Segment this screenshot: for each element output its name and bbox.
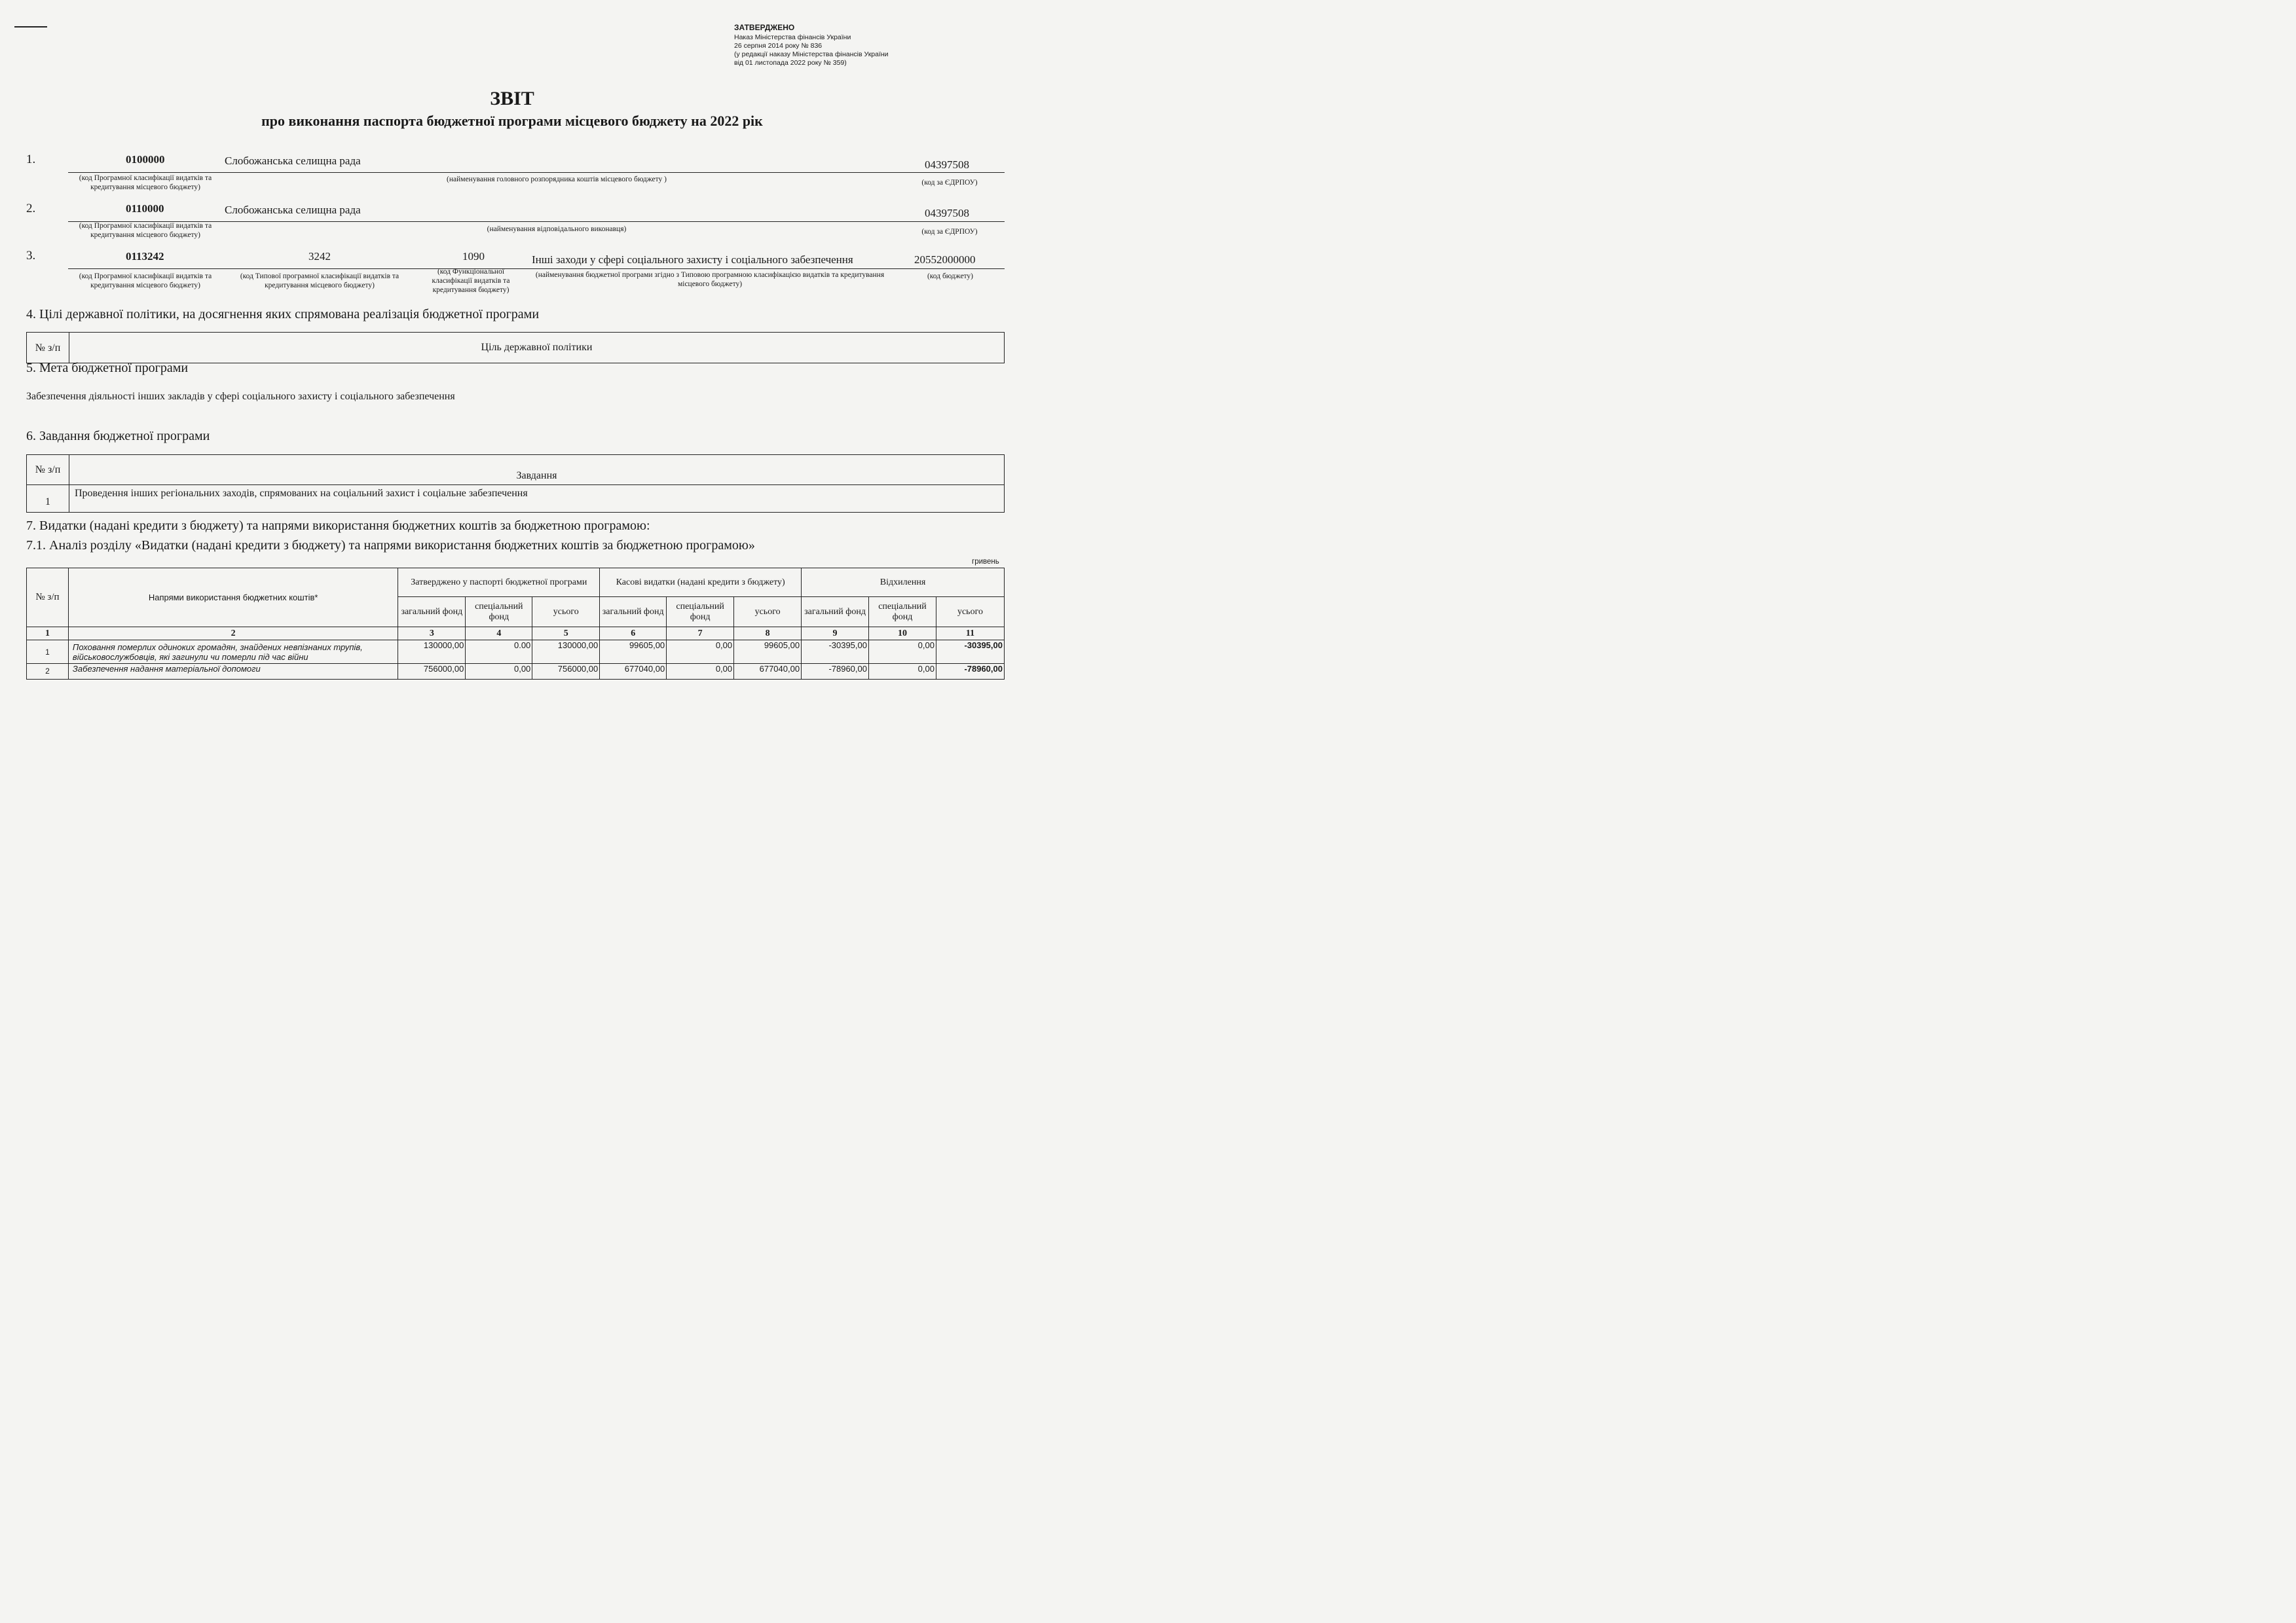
cash-general: 677040,00 bbox=[600, 664, 667, 680]
direction-cell: Забезпечення надання матеріальної допомоги bbox=[68, 664, 398, 680]
cash-special: 0,00 bbox=[667, 640, 734, 664]
row2-edrpou: 04397508 bbox=[925, 207, 969, 219]
row2-name: Слобожанська селищна рада bbox=[225, 204, 361, 216]
row2-code: 0110000 bbox=[126, 202, 164, 215]
row1-number: 1. bbox=[26, 153, 36, 166]
row1-code-caption: (код Програмної класифікації видатків та кредитування місцевого бюджету) bbox=[79, 174, 212, 191]
deviation-total: -78960,00 bbox=[936, 664, 1004, 680]
column-number: 6 bbox=[600, 627, 667, 640]
approved-special: 0.00 bbox=[466, 640, 532, 664]
approval-line: (у редакції наказу Міністерства фінансів України bbox=[734, 50, 889, 58]
deviation-general: -78960,00 bbox=[802, 664, 869, 680]
row1-underline bbox=[68, 172, 1005, 173]
row-number: 1 bbox=[27, 640, 69, 664]
sub-special-header: спеціальний фонд bbox=[869, 597, 936, 627]
sub-general-header: загальний фонд bbox=[802, 597, 869, 627]
tasks-table bbox=[26, 454, 1005, 513]
row1-code: 0100000 bbox=[126, 153, 165, 166]
program-goal-text: Забезпечення діяльності інших закладів у сфері соціального захисту і соціального забезпечення bbox=[26, 391, 455, 402]
section71-heading: 7.1. Аналіз розділу «Видатки (надані кредити з бюджету) та напрями використання бюджетних коштів за бюджетною програмою» bbox=[26, 538, 755, 553]
row1-name-caption: (найменування головного розпорядника коштів місцевого бюджету ) bbox=[447, 175, 667, 183]
row3-func-code: 1090 bbox=[462, 250, 485, 263]
column-number: 10 bbox=[869, 627, 936, 640]
row3-underline bbox=[68, 268, 1005, 269]
sub-total-header: усього bbox=[936, 597, 1004, 627]
section5-heading: 5. Мета бюджетної програми bbox=[26, 361, 189, 375]
section4-heading: 4. Цілі державної політики, на досягнення яких спрямована реалізація бюджетної програми bbox=[26, 307, 540, 321]
group-cash-header: Касові видатки (надані кредити з бюджету) bbox=[600, 568, 802, 597]
row-number: 2 bbox=[27, 664, 69, 680]
row1-edrpou: 04397508 bbox=[925, 158, 969, 171]
direction-cell: Поховання померлих одиноких громадян, знайдених невпізнаних трупів, військовослужбовців, які загинули чи померли під час війни bbox=[68, 640, 398, 664]
col-task-header: Завдання bbox=[69, 455, 1005, 485]
approved-total: 756000,00 bbox=[532, 664, 600, 680]
task-text: Проведення інших регіональних заходів, спрямованих на соціальний захист і соціальне забезпечення bbox=[69, 485, 1005, 513]
sub-total-header: усього bbox=[734, 597, 802, 627]
column-number: 3 bbox=[398, 627, 466, 640]
row1-edrpou-caption: (код за ЄДРПОУ) bbox=[921, 179, 978, 187]
deviation-special: 0,00 bbox=[869, 664, 936, 680]
approval-line: Наказ Міністерства фінансів України bbox=[734, 33, 851, 41]
col-no-header: № з/п bbox=[27, 568, 69, 627]
row3-number: 3. bbox=[26, 249, 36, 263]
col-direction-header: Напрями використання бюджетних коштів* bbox=[68, 568, 398, 627]
scan-mark bbox=[14, 26, 47, 27]
approved-general: 756000,00 bbox=[398, 664, 466, 680]
col-goal-header: Ціль державної політики bbox=[69, 333, 1005, 363]
approval-line: від 01 листопада 2022 року № 359) bbox=[734, 59, 847, 67]
row2-number: 2. bbox=[26, 202, 36, 215]
deviation-special: 0,00 bbox=[869, 640, 936, 664]
cash-general: 99605,00 bbox=[600, 640, 667, 664]
column-number-row bbox=[27, 627, 1005, 640]
deviation-total: -30395,00 bbox=[936, 640, 1004, 664]
row1-name: Слобожанська селищна рада bbox=[225, 155, 361, 167]
table-row bbox=[27, 640, 1005, 664]
column-number: 1 bbox=[27, 627, 69, 640]
document-subtitle: про виконання паспорта бюджетної програми місцевого бюджету на 2022 рік bbox=[261, 113, 763, 129]
row3-func-caption: (код Функціональної класифікації видатків та кредитування бюджету) bbox=[432, 268, 510, 294]
section6-heading: 6. Завдання бюджетної програми bbox=[26, 429, 210, 443]
column-number: 8 bbox=[734, 627, 802, 640]
document-title: ЗВІТ bbox=[490, 88, 534, 109]
approved-general: 130000,00 bbox=[398, 640, 466, 664]
currency-unit: гривень bbox=[972, 558, 999, 566]
column-number: 9 bbox=[802, 627, 869, 640]
row3-typical-caption: (код Типової програмної класифікації видатків та кредитування місцевого бюджету) bbox=[240, 272, 399, 289]
row3-program-name: Інші заходи у сфері соціального захисту і соціального забезпечення bbox=[532, 253, 853, 266]
cash-special: 0,00 bbox=[667, 664, 734, 680]
column-number: 4 bbox=[466, 627, 532, 640]
row2-name-caption: (найменування відповідального виконавця) bbox=[487, 225, 627, 233]
table-row bbox=[27, 485, 1005, 513]
approval-heading: ЗАТВЕРДЖЕНО bbox=[734, 23, 795, 32]
row3-budget-caption: (код бюджету) bbox=[927, 272, 974, 280]
sub-special-header: спеціальний фонд bbox=[466, 597, 532, 627]
section7-heading: 7. Видатки (надані кредити з бюджету) та напрями використання бюджетних коштів за бюджетною програмою: bbox=[26, 519, 650, 533]
row3-name-caption: (найменування бюджетної програми згідно з Типовою програмною класифікацією видатків та кредитування місцевого бюджету) bbox=[535, 271, 885, 288]
approval-stamp bbox=[734, 24, 889, 67]
policy-goals-table bbox=[26, 332, 1005, 363]
sub-special-header: спеціальний фонд bbox=[667, 597, 734, 627]
group-approved-header: Затверджено у паспорті бюджетної програми bbox=[398, 568, 600, 597]
column-number: 7 bbox=[667, 627, 734, 640]
table-row bbox=[27, 664, 1005, 680]
task-number: 1 bbox=[27, 485, 69, 513]
row3-code-caption: (код Програмної класифікації видатків та кредитування місцевого бюджету) bbox=[79, 272, 212, 289]
approved-total: 130000,00 bbox=[532, 640, 600, 664]
cash-total: 99605,00 bbox=[734, 640, 802, 664]
row2-edrpou-caption: (код за ЄДРПОУ) bbox=[921, 228, 978, 236]
col-no-header: № з/п bbox=[27, 455, 69, 485]
approval-line: 26 серпня 2014 року № 836 bbox=[734, 42, 823, 50]
sub-general-header: загальний фонд bbox=[600, 597, 667, 627]
group-deviation-header: Відхилення bbox=[802, 568, 1005, 597]
row3-code: 0113242 bbox=[126, 250, 164, 263]
sub-general-header: загальний фонд bbox=[398, 597, 466, 627]
row3-budget-code: 20552000000 bbox=[914, 253, 976, 266]
row3-typical-code: 3242 bbox=[308, 250, 331, 263]
cash-total: 677040,00 bbox=[734, 664, 802, 680]
column-number: 2 bbox=[68, 627, 398, 640]
deviation-general: -30395,00 bbox=[802, 640, 869, 664]
column-number: 5 bbox=[532, 627, 600, 640]
approved-special: 0,00 bbox=[466, 664, 532, 680]
column-number: 11 bbox=[936, 627, 1004, 640]
expenditure-table bbox=[26, 568, 1005, 680]
row2-code-caption: (код Програмної класифікації видатків та кредитування місцевого бюджету) bbox=[79, 222, 212, 239]
sub-total-header: усього bbox=[532, 597, 600, 627]
col-no-header: № з/п bbox=[27, 333, 69, 363]
